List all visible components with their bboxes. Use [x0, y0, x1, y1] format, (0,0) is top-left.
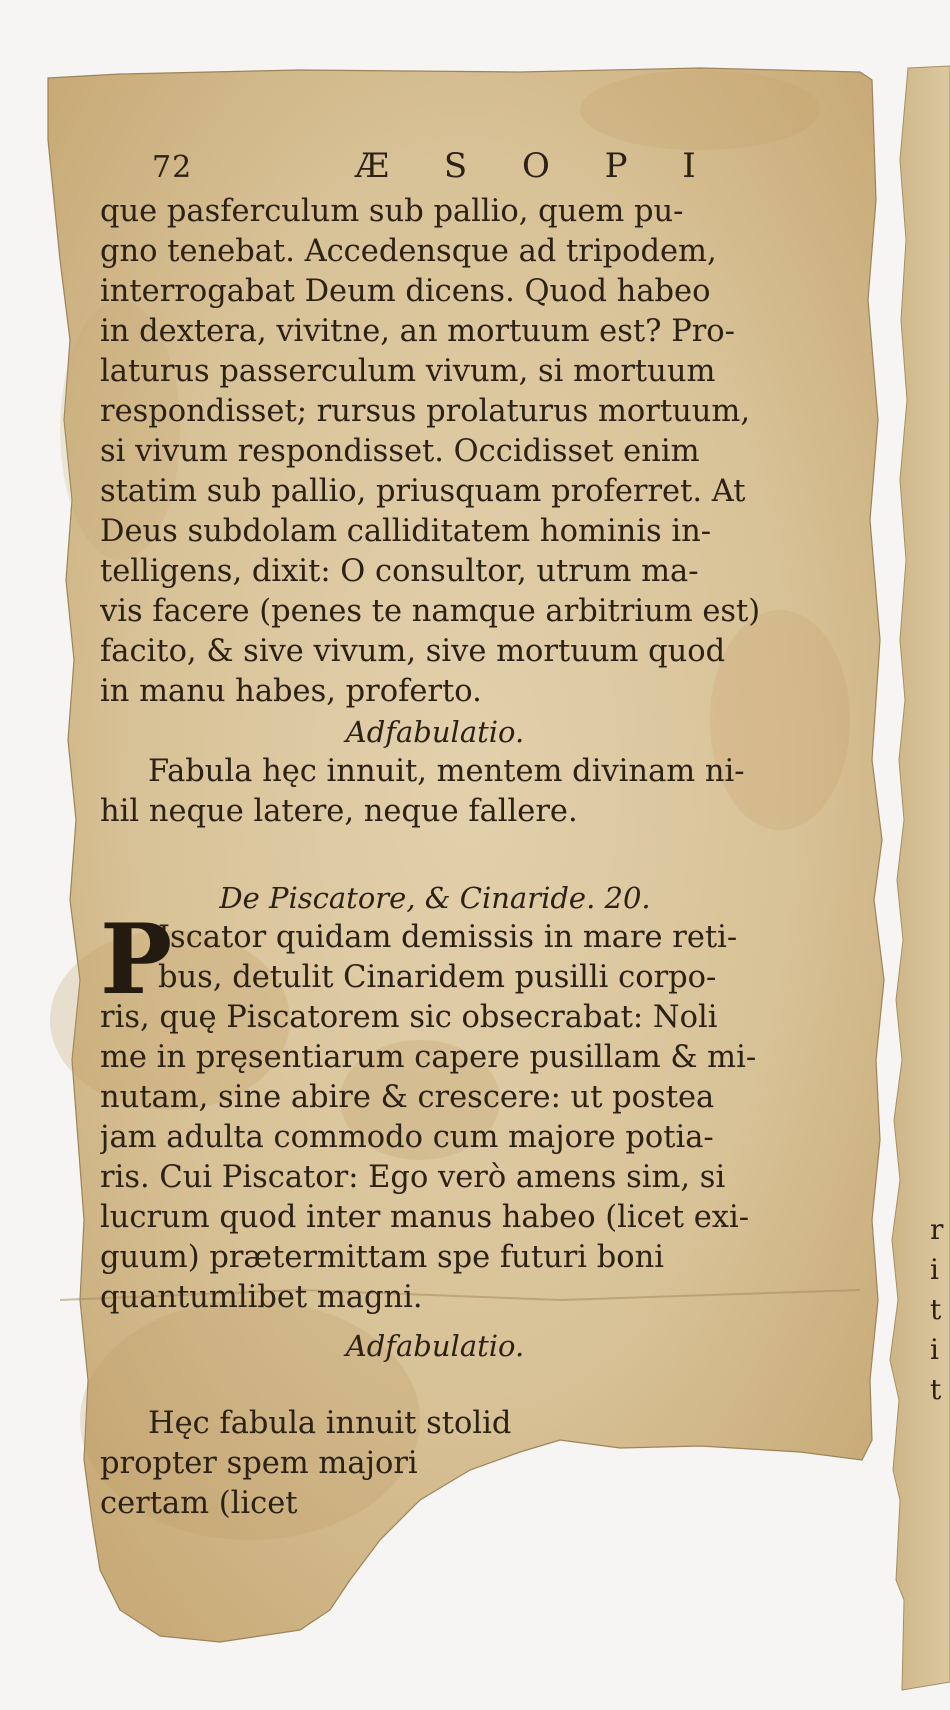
text-line: facito, & sive vivum, sive mortuum quod: [100, 634, 726, 669]
page-text-block: [100, 148, 830, 1524]
moral-line: Hęc fabula innuit stolid: [148, 1406, 512, 1441]
moral-line: hil neque latere, neque fallere.: [100, 794, 578, 829]
text-line: statim sub pallio, priusquam proferret. At: [100, 474, 746, 509]
fragment-char: i: [930, 1333, 939, 1366]
text-line: gno tenebat. Accedensque ad tripodem,: [100, 234, 717, 269]
text-line: respondisset; rursus prolaturus mortuum,: [100, 394, 751, 429]
facing-page: [890, 66, 950, 1690]
text-line: guum) prætermittam spe futuri boni: [100, 1240, 665, 1275]
text-line: nutam, sine abire & crescere: ut postea: [100, 1080, 715, 1115]
fragment-char: t: [930, 1373, 942, 1406]
text-line: jam adulta commodo cum majore potia-: [100, 1120, 714, 1155]
text-line: lucrum quod inter manus habeo (licet exi-: [100, 1200, 750, 1235]
moral-line: certam (licet: [100, 1486, 298, 1521]
moral-line: propter spem majori: [100, 1446, 418, 1481]
fable-body: [100, 903, 830, 1318]
text-line: telligens, dixit: O consultor, utrum ma-: [100, 554, 699, 589]
spacer: [100, 1366, 830, 1404]
page-number: 72: [152, 150, 193, 185]
book-title: Æ S O P I: [355, 146, 718, 186]
text-line: Iscator quidam demissis in mare reti-: [158, 920, 738, 955]
moral-line: Fabula hęc innuit, mentem divinam ni-: [148, 754, 745, 789]
fragment-char: t: [930, 1293, 942, 1326]
text-line: ris. Cui Piscator: Ego verò amens sim, si: [100, 1160, 726, 1195]
stain: [580, 70, 820, 150]
text-line: vis facere (penes te namque arbitrium est): [100, 594, 761, 629]
text-line: me in pręsentiarum capere pusillam & mi-: [100, 1040, 757, 1075]
running-head: [100, 148, 830, 192]
fragment-char: i: [930, 1253, 939, 1286]
text-line: in dextera, vivitne, an mortuum est? Pro-: [100, 314, 735, 349]
facing-page-fragments: [930, 1210, 948, 1410]
text-line: ris, quę Piscatorem sic obsecrabat: Noli: [100, 1000, 718, 1035]
spacer: [100, 1318, 830, 1326]
fable-title: De Piscatore, & Cinaride. 20.: [219, 881, 651, 915]
text-line: interrogabat Deum dicens. Quod habeo: [100, 274, 711, 309]
text-line: que pasferculum sub pallio, quem pu-: [100, 194, 684, 229]
text-line: bus, detulit Cinaridem pusilli corpo-: [158, 960, 717, 995]
fragment-char: r: [930, 1213, 944, 1246]
adfabulatio-heading: Adfabulatio.: [345, 1329, 525, 1363]
text-line: Deus subdolam calliditatem hominis in-: [100, 514, 712, 549]
text-line: in manu habes, proferto.: [100, 674, 482, 709]
text-line: quantumlibet magni.: [100, 1280, 423, 1315]
drop-cap: P: [100, 903, 173, 1016]
text-line: si vivum respondisset. Occidisset enim: [100, 434, 700, 469]
adfabulatio-heading: Adfabulatio.: [345, 715, 525, 749]
text-line: laturus passerculum vivum, si mortuum: [100, 354, 716, 389]
